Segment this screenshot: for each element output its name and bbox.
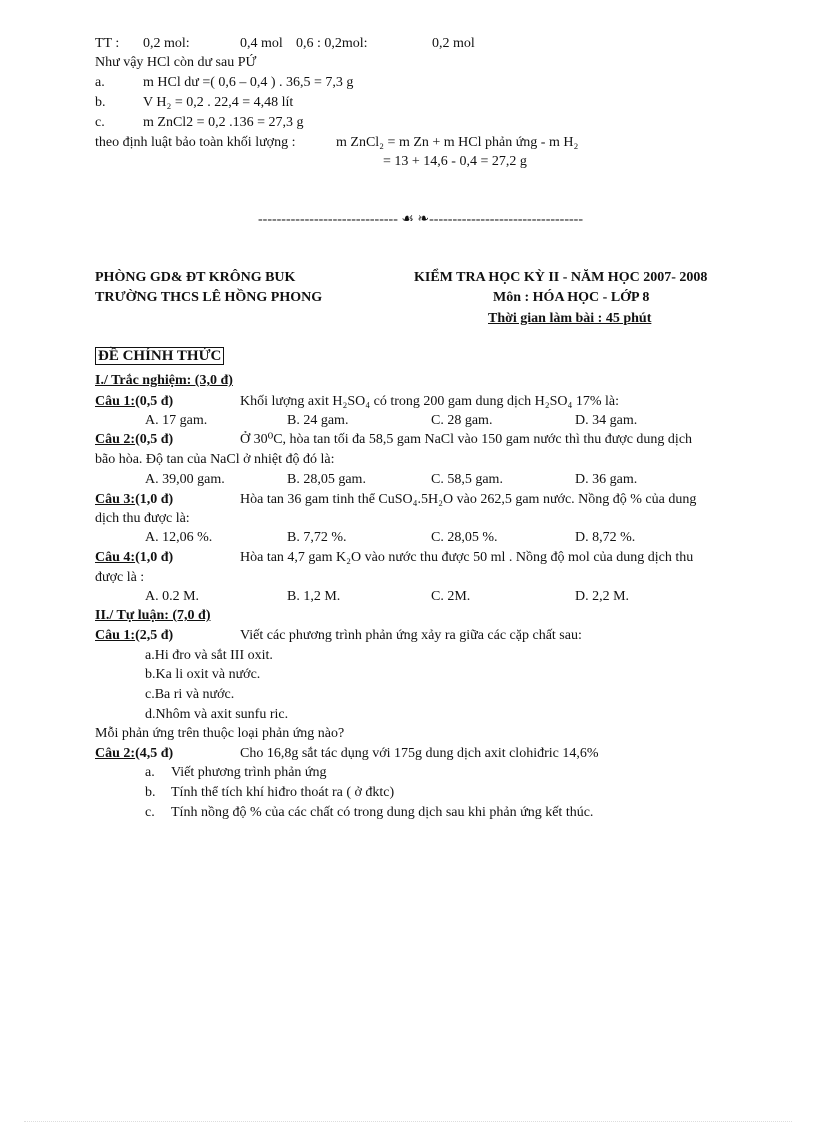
exam-title: KIỂM TRA HỌC KỲ II - NĂM HỌC 2007- 2008 — [414, 270, 708, 285]
tt-label: TT : — [95, 36, 120, 51]
question-text: Mỗi phản ứng trên thuộc loại phản ứng nào? — [95, 726, 345, 741]
question-header — [95, 549, 173, 566]
list-item: Tính thể tích khí hiđro thoát ra ( ở đktc) — [171, 785, 395, 800]
item-text: m HCl dư =( 0,6 – 0,4 ) . 36,5 = 7,3 g — [143, 75, 354, 90]
conservation-text: theo định luật bảo toàn khối lượng : — [95, 135, 296, 150]
list-item: a.Hi đro và sắt III oxit. — [145, 648, 273, 663]
equation: m ZnCl₂ = m Zn + m HCl phản ứng - m H₂ — [336, 135, 579, 150]
question-label: Câu 3: — [95, 492, 136, 507]
question-text: Cho 16,8g sắt tác dụng với 175g dung dịch axit clohiđric 14,6% — [240, 746, 599, 761]
part2-title: II./ Tự luận: (7,0 đ) — [95, 608, 211, 623]
question-text: Hòa tan 36 gam tinh thể CuSO₄.5H₂O vào 262,5 gam nước. Nồng độ % của dung — [240, 492, 697, 507]
question-text: bão hòa. Độ tan của NaCl ở nhiệt độ đó là: — [95, 452, 335, 467]
tt-value: 0,6 : 0,2mol: — [296, 36, 368, 51]
conclusion-text: Như vậy HCl còn dư sau PỨ — [95, 55, 257, 70]
question-header — [95, 393, 173, 410]
item-marker: b. — [145, 785, 156, 800]
separator: ------------------------------ ☙ ❧--------------------------------- — [258, 212, 583, 227]
question-header — [95, 627, 173, 644]
list-item: b.Ka li oxit và nước. — [145, 667, 261, 682]
option: B. 7,72 %. — [287, 530, 347, 545]
question-text: Khối lượng axit H₂SO₄ có trong 200 gam dung dịch H₂SO₄ 17% là: — [240, 394, 620, 409]
option: B. 24 gam. — [287, 413, 349, 428]
dept-name: PHÒNG GD& ĐT KRÔNG BUK — [95, 270, 296, 285]
question-text: Ở 30⁰C, hòa tan tối đa 58,5 gam NaCl vào 150 gam nước thì thu được dung dịch — [240, 432, 693, 447]
option: C. 28 gam. — [431, 413, 493, 428]
list-item: d.Nhôm và axit sunfu ric. — [145, 707, 289, 722]
question-header — [95, 491, 173, 508]
part1-title: I./ Trắc nghiệm: (3,0 đ) — [95, 373, 233, 388]
question-header — [95, 431, 173, 448]
official-stamp — [95, 348, 224, 365]
question-points: (0,5 đ) — [135, 394, 174, 409]
item-marker: a. — [145, 765, 155, 780]
question-points: (1,0 đ) — [135, 550, 174, 565]
option: D. 2,2 M. — [575, 589, 630, 604]
option: B. 28,05 gam. — [287, 472, 366, 487]
option: A. 39,00 gam. — [145, 472, 225, 487]
question-text: dịch thu được là: — [95, 511, 190, 526]
option: C. 28,05 %. — [431, 530, 498, 545]
official-label: ĐỀ CHÍNH THỨC — [95, 347, 224, 365]
option: D. 8,72 %. — [575, 530, 636, 545]
option: A. 17 gam. — [145, 413, 208, 428]
list-item: Tính nồng độ % của các chất có trong dung dịch sau khi phản ứng kết thúc. — [171, 805, 594, 820]
item-marker: c. — [95, 115, 105, 130]
time-line: Thời gian làm bài : 45 phút — [488, 311, 652, 326]
page-bottom-rule — [24, 1121, 792, 1122]
tt-value: 0,4 mol — [240, 36, 283, 51]
question-points: (4,5 đ) — [135, 746, 174, 761]
question-label: Câu 2: — [95, 432, 136, 447]
question-points: (0,5 đ) — [135, 432, 174, 447]
question-text: được là : — [95, 570, 145, 585]
question-points: (2,5 đ) — [135, 628, 174, 643]
item-marker: c. — [145, 805, 155, 820]
question-points: (1,0 đ) — [135, 492, 174, 507]
question-text: Hòa tan 4,7 gam K₂O vào nước thu được 50 ml . Nồng độ mol của dung dịch thu — [240, 550, 694, 565]
question-label: Câu 2: — [95, 746, 136, 761]
equation: = 13 + 14,6 - 0,4 = 27,2 g — [383, 154, 527, 169]
option: C. 58,5 gam. — [431, 472, 503, 487]
question-label: Câu 4: — [95, 550, 136, 565]
item-text: m ZnCl2 = 0,2 .136 = 27,3 g — [143, 115, 304, 130]
school-name: TRƯỜNG THCS LÊ HỒNG PHONG — [95, 290, 323, 305]
item-marker: a. — [95, 75, 105, 90]
item-marker: b. — [95, 95, 106, 110]
tt-value: 0,2 mol: — [143, 36, 190, 51]
option: B. 1,2 M. — [287, 589, 341, 604]
tt-value: 0,2 mol — [432, 36, 475, 51]
list-item: Viết phương trình phản ứng — [171, 765, 327, 780]
list-item: c.Ba ri và nước. — [145, 687, 235, 702]
subject-line: Môn : HÓA HỌC - LỚP 8 — [493, 290, 650, 305]
question-label: Câu 1: — [95, 628, 136, 643]
question-header — [95, 745, 173, 762]
option: A. 12,06 %. — [145, 530, 213, 545]
question-text: Viết các phương trình phản ứng xảy ra giữa các cặp chất sau: — [240, 628, 582, 643]
option: D. 34 gam. — [575, 413, 638, 428]
option: A. 0.2 M. — [145, 589, 200, 604]
option: D. 36 gam. — [575, 472, 638, 487]
question-label: Câu 1: — [95, 394, 136, 409]
item-text: V H₂ = 0,2 . 22,4 = 4,48 lít — [143, 95, 294, 110]
option: C. 2M. — [431, 589, 471, 604]
